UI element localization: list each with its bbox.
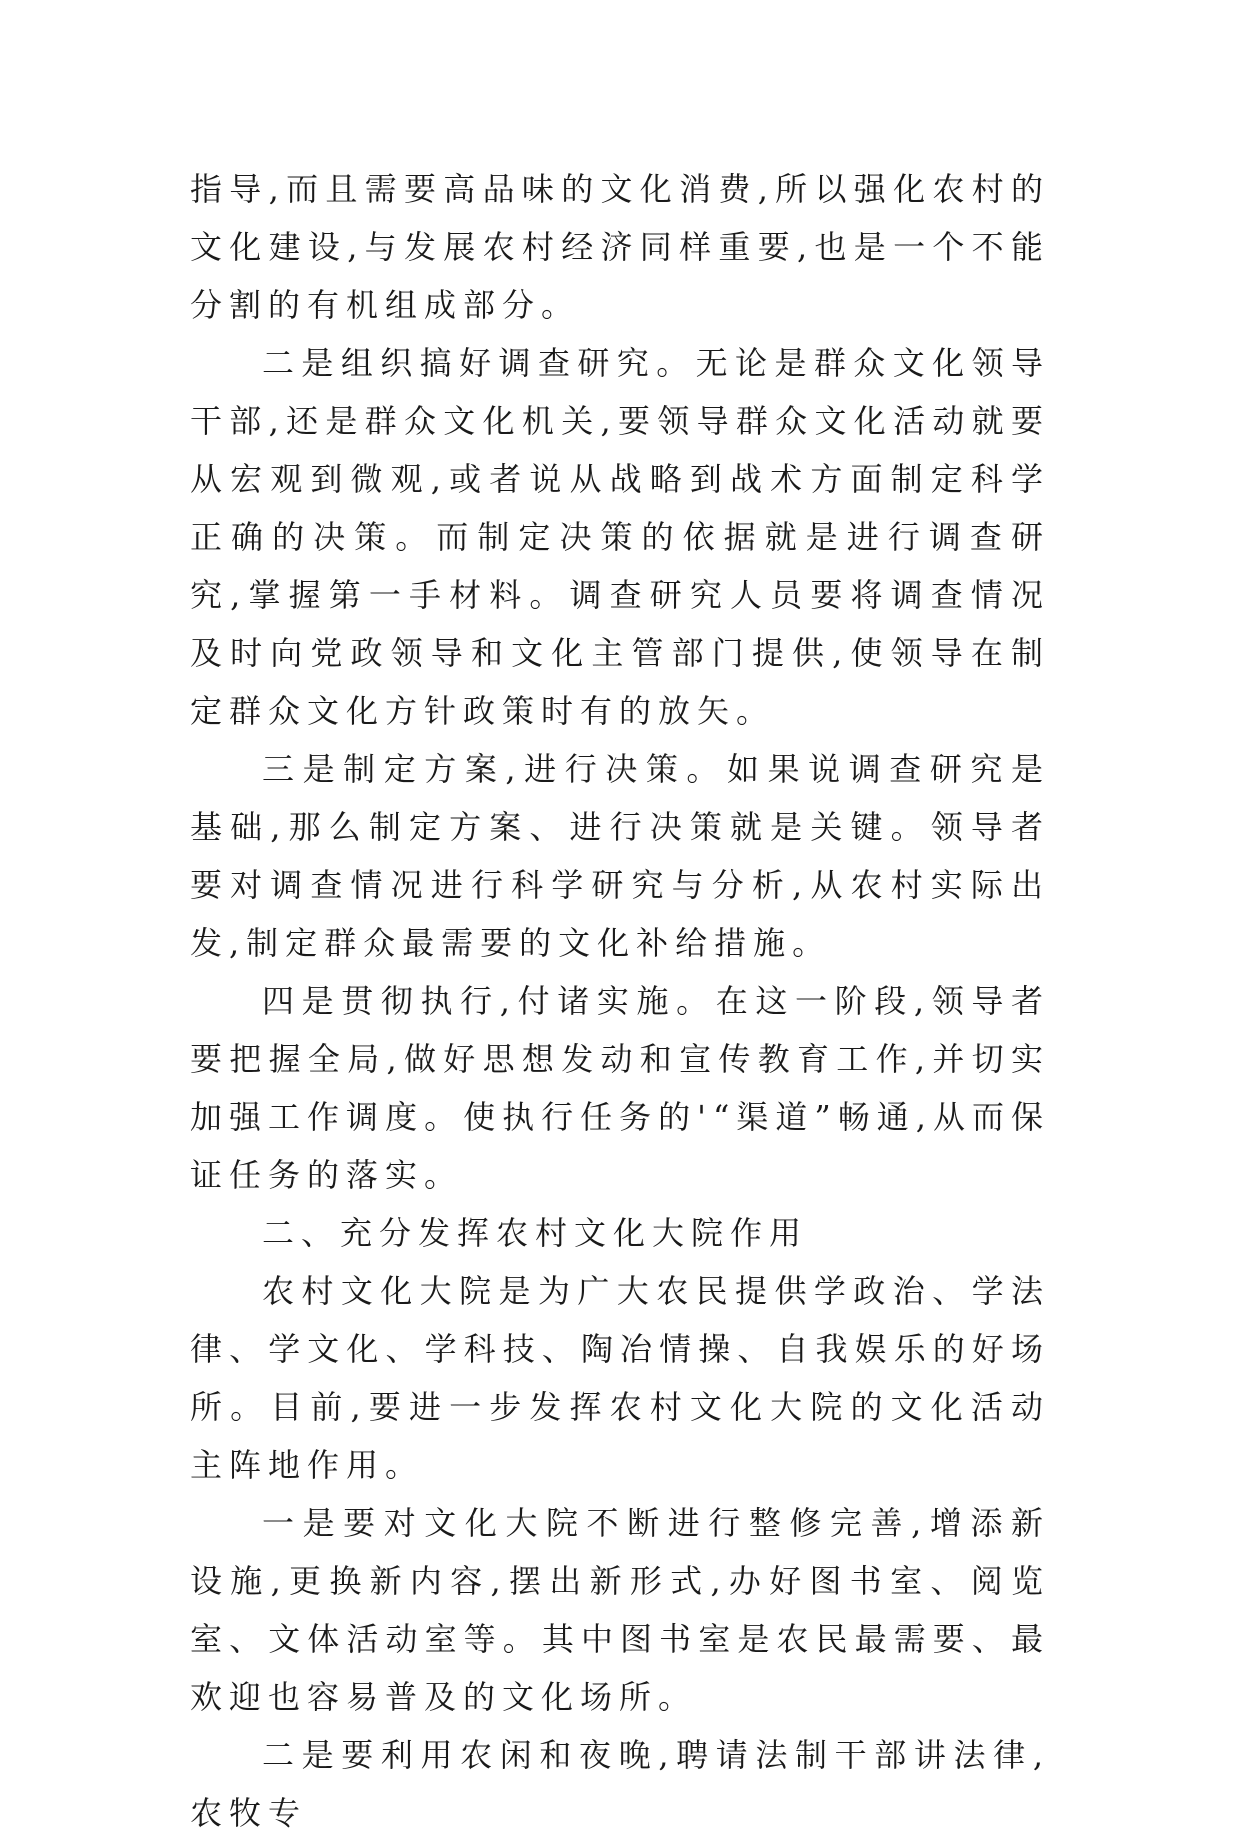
paragraph: 农村文化大院是为广大农民提供学政治、学法律、学文化、学科技、陶冶情操、自我娱乐的好场所。目前,要进一步发挥农村文化大院的文化活动主阵地作用。 <box>190 1272 1050 1484</box>
paragraph: 三是制定方案,进行决策。如果说调查研究是基础,那么制定方案、进行决策就是关键。领导者要对调查情况进行科学研究与分析,从农村实际出发,制定群众最需要的文化补给措施。 <box>190 750 1050 962</box>
paragraph: 二是要利用农闲和夜晚,聘请法制干部讲法律,农牧专 <box>190 1736 1050 1832</box>
section-heading: 二、充分发挥农村文化大院作用 <box>262 1214 809 1252</box>
document-body <box>190 160 1050 1842</box>
paragraph: 指导,而且需要高品味的文化消费,所以强化农村的文化建设,与发展农村经济同样重要,也是一个不能分割的有机组成部分。 <box>190 170 1050 324</box>
paragraph: 四是贯彻执行,付诸实施。在这一阶段,领导者要把握全局,做好思想发动和宣传教育工作,并切实加强工作调度。使执行任务的'“渠道”畅通,从而保证任务的落实。 <box>190 982 1050 1194</box>
paragraph: 一是要对文化大院不断进行整修完善,增添新设施,更换新内容,摆出新形式,办好图书室、阅览室、文体活动室等。其中图书室是农民最需要、最欢迎也容易普及的文化场所。 <box>190 1504 1050 1716</box>
paragraph: 二是组织搞好调查研究。无论是群众文化领导干部,还是群众文化机关,要领导群众文化活动就要从宏观到微观,或者说从战略到战术方面制定科学正确的决策。而制定决策的依据就是进行调查研究,掌握第一手材料。调查研究人员要将调查情况及时向党政领导和文化主管部门提供,使领导在制定群众文化方针政策时有的放矢。 <box>190 344 1050 730</box>
